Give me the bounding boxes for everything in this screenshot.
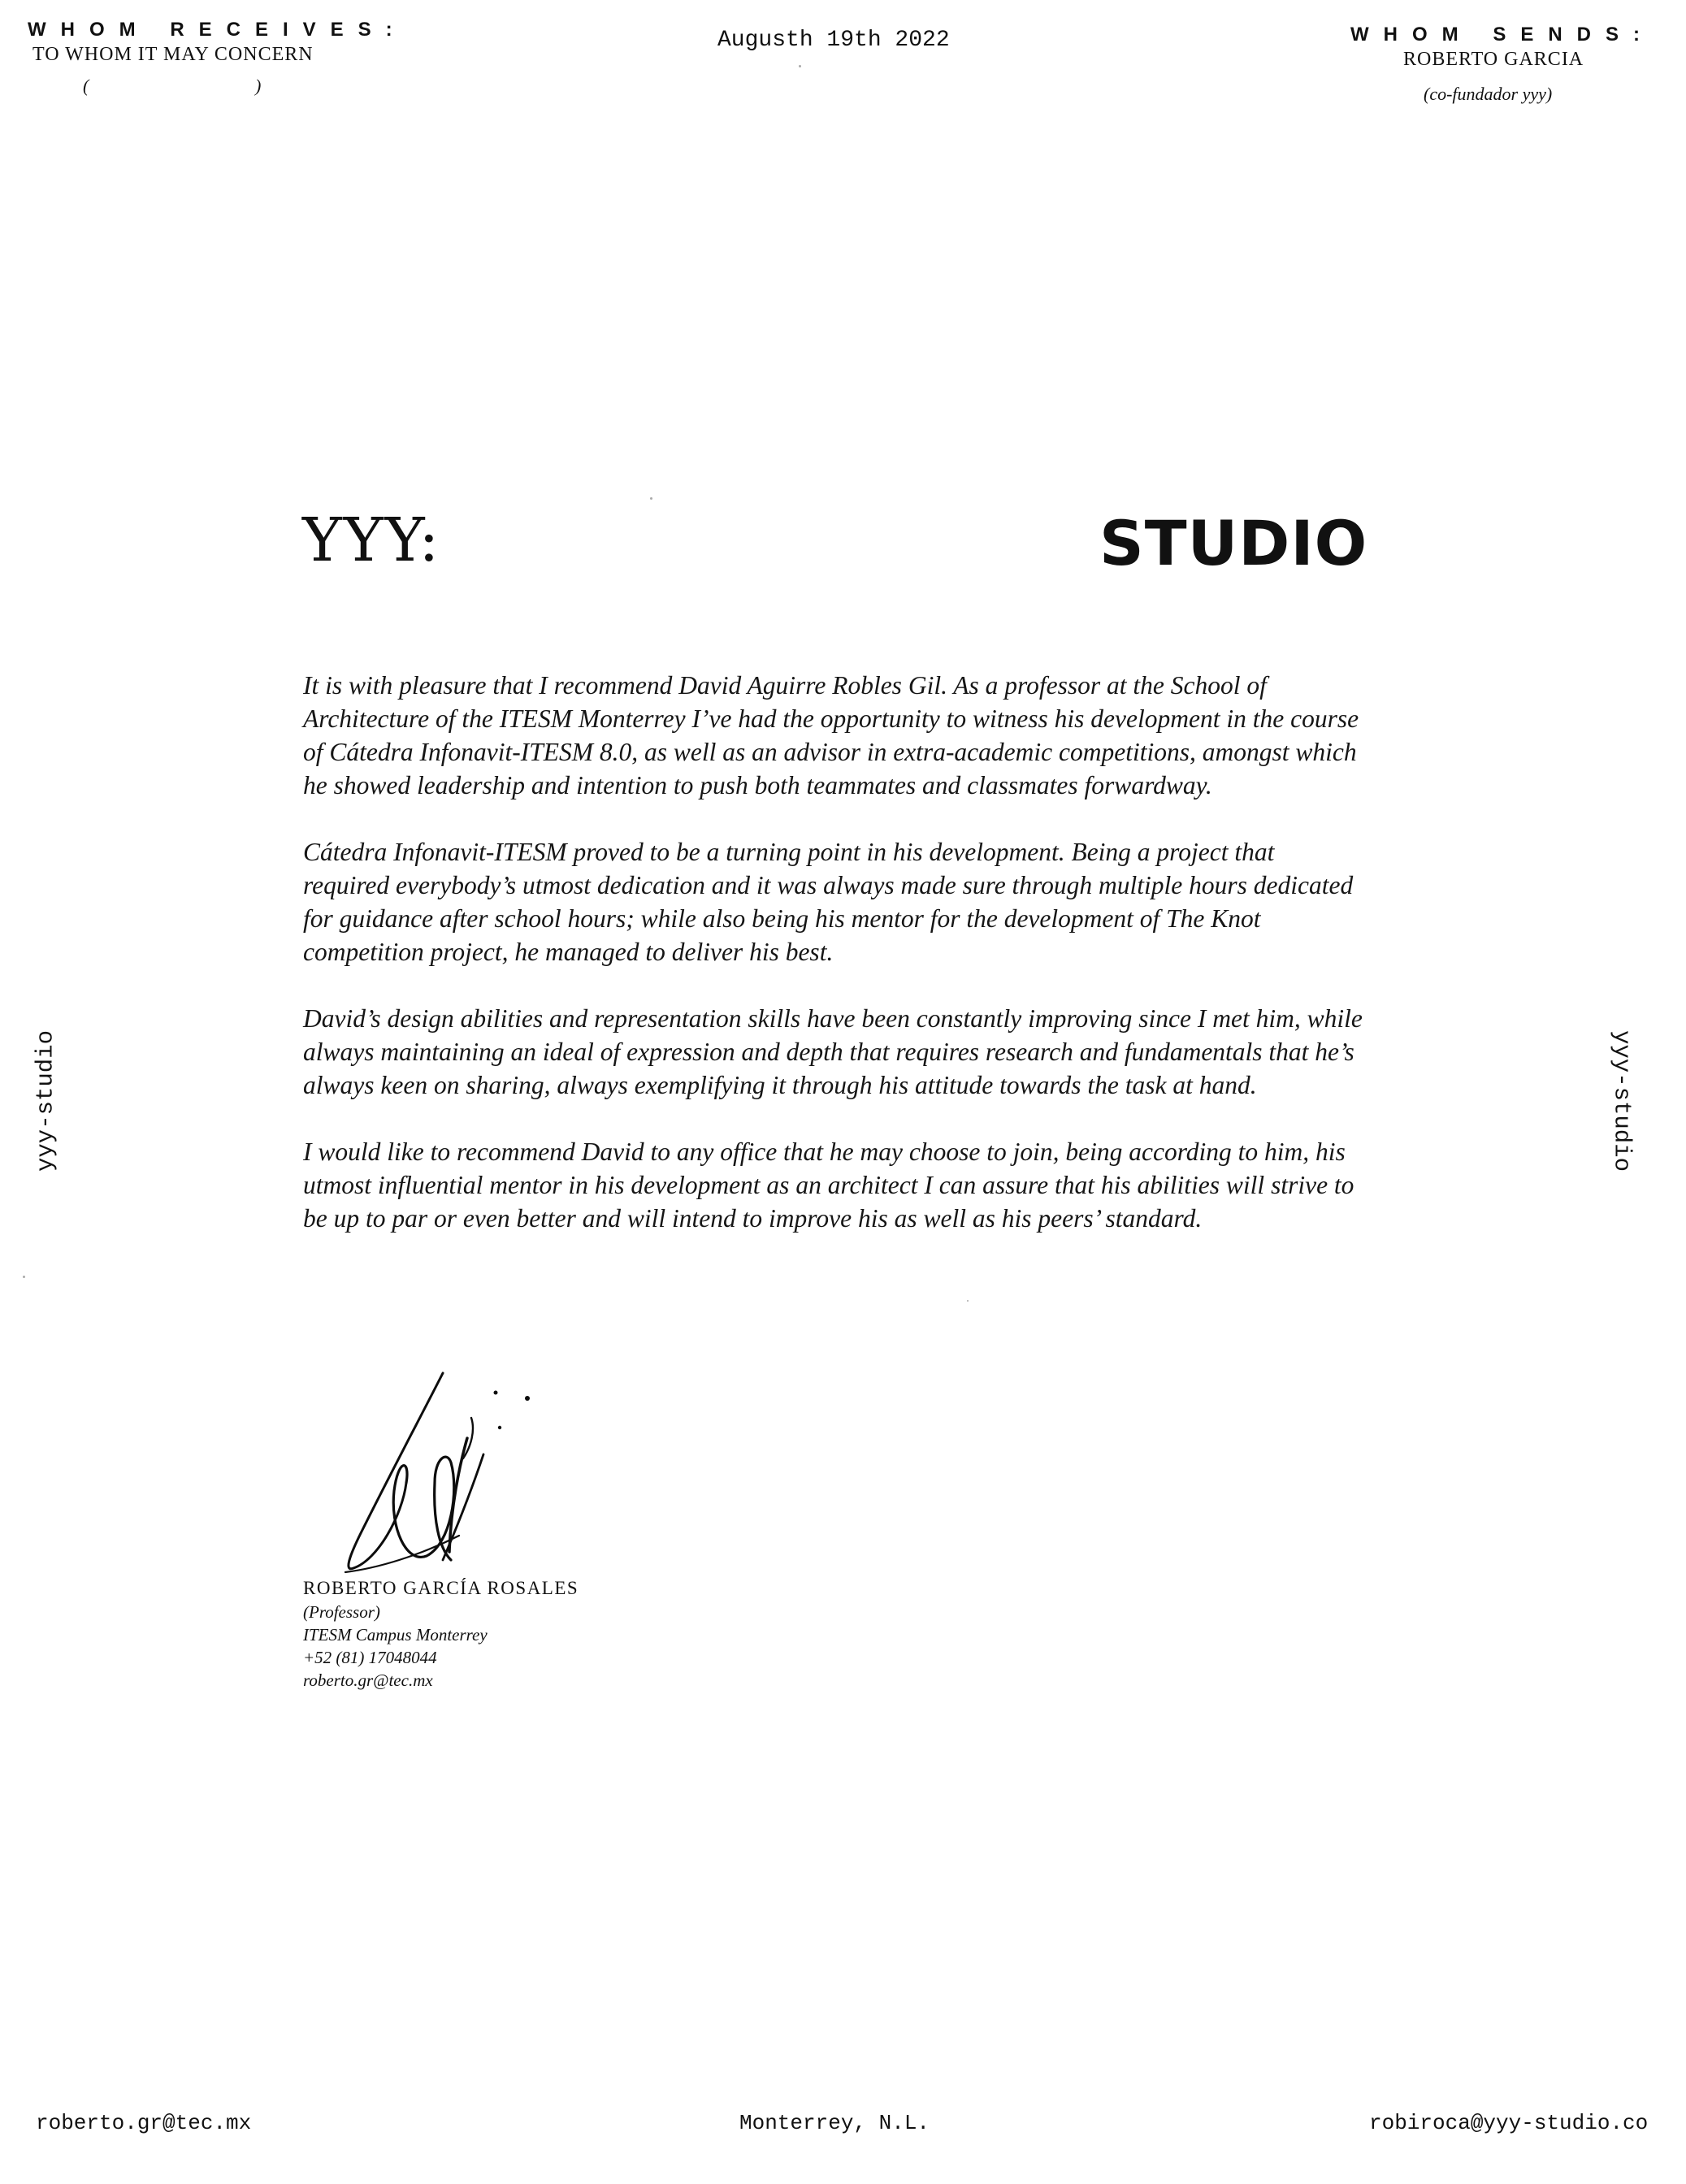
- receiver-paren-open: (: [83, 76, 89, 96]
- receiver-label: WHOM RECEIVES:: [28, 19, 407, 41]
- letter-date: Augusth 19th 2022: [717, 28, 950, 53]
- signature-image: [329, 1369, 544, 1584]
- signature-block: [303, 1576, 872, 1692]
- logo-yyy: YYY:: [302, 505, 441, 575]
- signatory-institution: ITESM Campus Monterrey: [303, 1625, 488, 1644]
- footer-email-right: robiroca@yyy-studio.co: [1369, 2111, 1649, 2135]
- body-paragraph-1: It is with pleasure that I recommend David Aguirre Robles Gil. As a professor at the School of Architecture of the ITESM Monterrey I’ve had the opportunity to witness his development in the course of Cátedra Infonavit-ITESM 8.0, as well as an advisor in extra-academic competitions, amongst which he showed leadership and intention to push both teammates and classmates forwardway.: [303, 671, 1359, 800]
- sender-name: ROBERTO GARCIA: [1403, 49, 1584, 70]
- logo-studio: STUDIO: [1099, 507, 1368, 579]
- signatory-phone: +52 (81) 17048044: [303, 1648, 437, 1667]
- receiver-paren-close: ): [255, 76, 262, 96]
- scan-speck: [650, 497, 652, 500]
- signatory-name: ROBERTO GARCÍA ROSALES: [303, 1578, 579, 1598]
- letter-body: [303, 669, 1363, 1268]
- body-paragraph-2: Cátedra Infonavit-ITESM proved to be a turning point in his development. Being a project that required everybody’s utmost dedication and it was always made sure through multiple hours dedicated for guidance after school hours; while also being his mentor for the development of The Knot competition project, he managed to deliver his best.: [303, 838, 1354, 966]
- sender-label: WHOM SENDS:: [1350, 24, 1654, 46]
- body-paragraph-3: David’s design abilities and representation skills have been constantly improving since I met him, while always maintaining an ideal of expression and depth that requires research and fundamentals that he’s always keen on sharing, always exemplifying it through his attitude towards the task at hand.: [303, 1004, 1363, 1099]
- receiver-value: TO WHOM IT MAY CONCERN: [33, 44, 314, 65]
- footer-email-left: roberto.gr@tec.mx: [36, 2111, 252, 2135]
- scan-speck: [967, 1300, 969, 1302]
- side-label-right: yyy-studio: [1608, 1029, 1636, 1172]
- body-paragraph-4: I would like to recommend David to any office that he may choose to join, being according to him, his utmost influential mentor in his development as an architect I can assure that his abilities will strive to be up to par or even better and will intend to improve his as well as his peers’ standard.: [303, 1138, 1354, 1233]
- side-label-left: yyy-studio: [32, 1029, 59, 1172]
- scan-speck: [23, 1276, 25, 1278]
- scan-speck: [799, 65, 801, 67]
- sender-role: (co-fundador yyy): [1424, 84, 1553, 104]
- footer-location: Monterrey, N.L.: [739, 2111, 930, 2135]
- signatory-email: roberto.gr@tec.mx: [303, 1670, 433, 1690]
- signatory-title: (Professor): [303, 1602, 380, 1622]
